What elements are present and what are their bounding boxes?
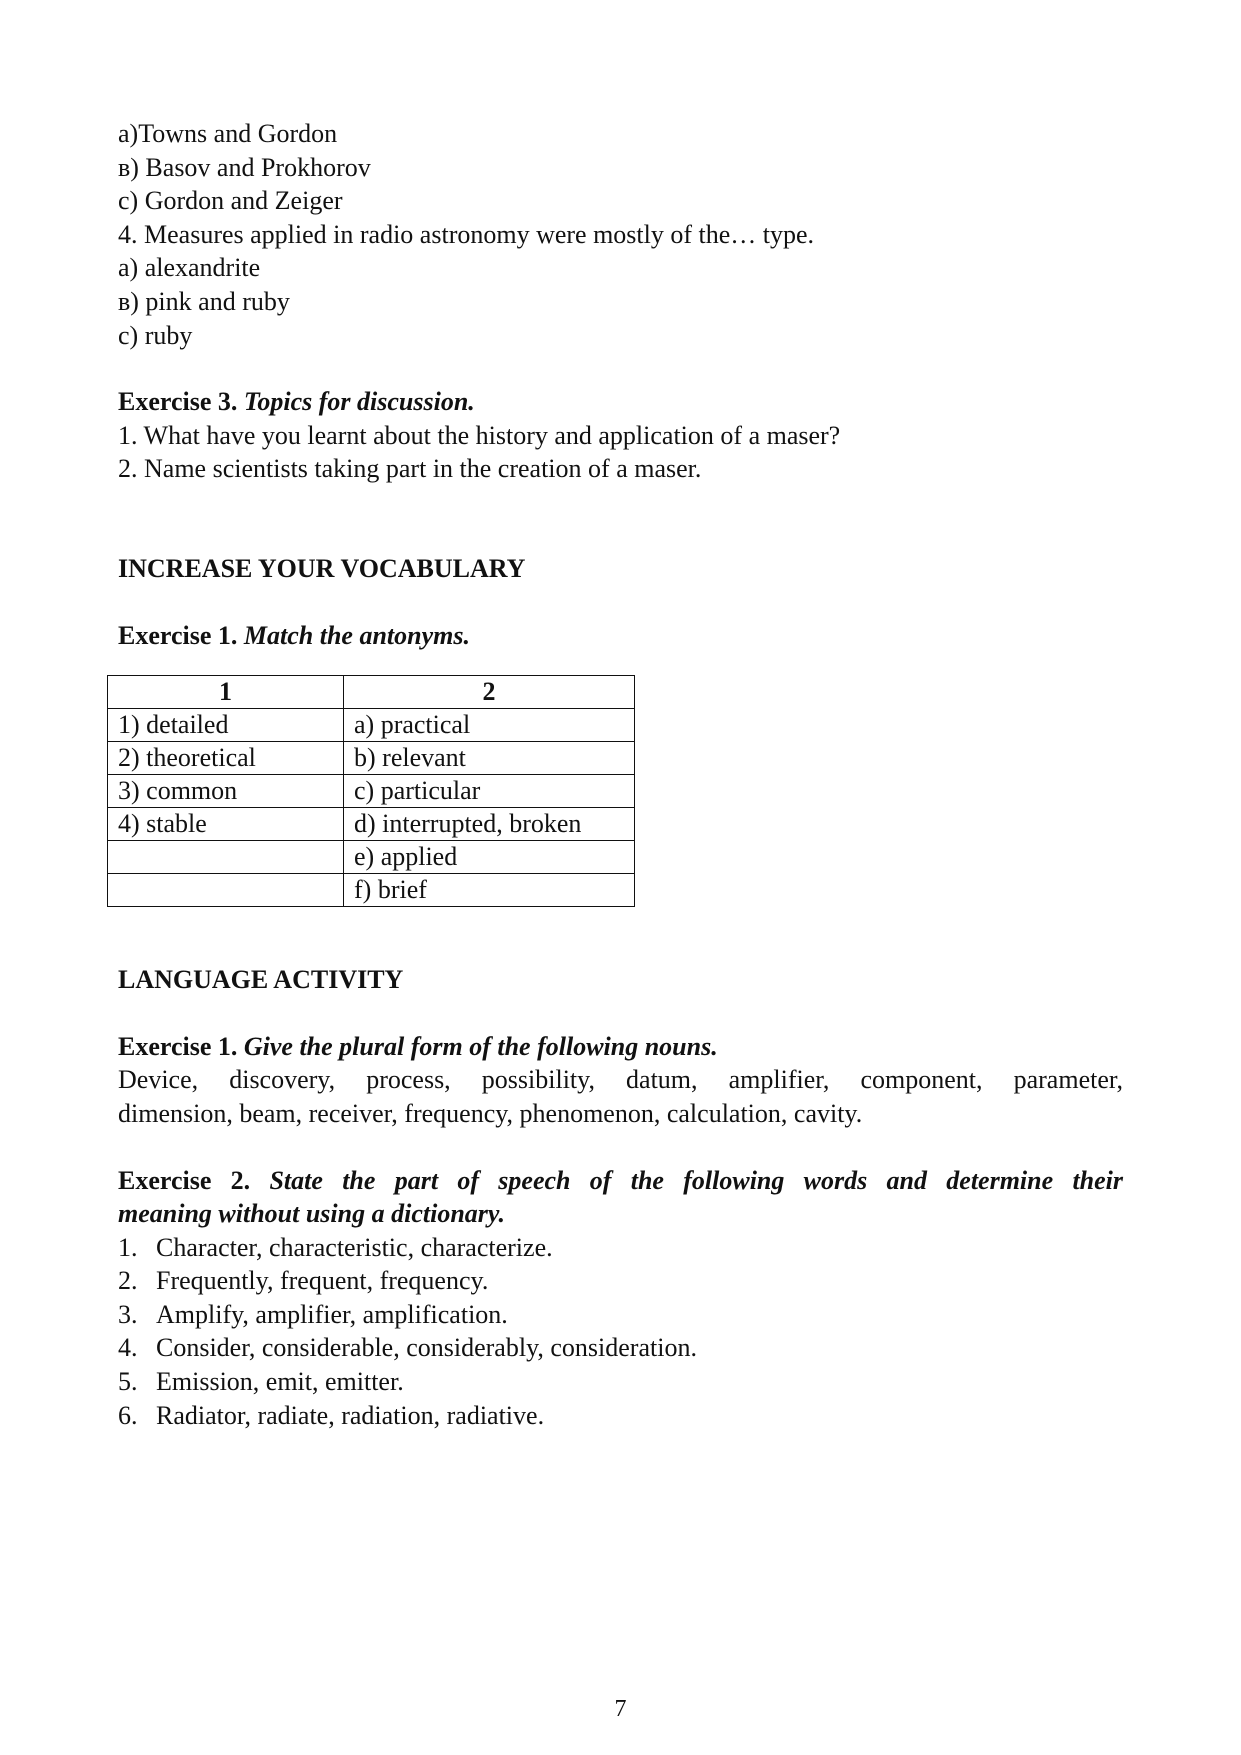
- list-number: 5.: [118, 1367, 138, 1397]
- table-row: [108, 808, 635, 841]
- exercise-label: Exercise 3.: [118, 387, 238, 417]
- table-cell: 1) detailed: [108, 709, 344, 742]
- table-row: [108, 742, 635, 775]
- noun-list-line: dimension, beam, receiver, frequency, phenomenon, calculation, cavity.: [118, 1098, 863, 1128]
- table-cell: a) practical: [344, 709, 635, 742]
- exercise3-title: [118, 385, 1123, 419]
- table-cell: 2) theoretical: [108, 742, 344, 775]
- exercise-instruction: Topics for discussion.: [243, 387, 475, 417]
- exercise-instruction: State the part of speech of the following words and determine their: [269, 1165, 1124, 1195]
- language-exercise1-title: [118, 1030, 1123, 1064]
- list-item: [118, 1331, 1123, 1365]
- table-cell: e) applied: [344, 841, 635, 874]
- list-item: [118, 1399, 1123, 1433]
- discussion-item: 2. Name scientists taking part in the creation of a maser.: [118, 454, 702, 484]
- list-text: Consider, considerable, considerably, consideration.: [156, 1333, 697, 1363]
- exercise-label: Exercise 2.: [118, 1165, 251, 1195]
- list-item: [118, 1264, 1123, 1298]
- table-cell: [108, 841, 344, 874]
- table-cell: b) relevant: [344, 742, 635, 775]
- option-line: в) pink and ruby: [118, 286, 290, 316]
- table-cell: f) brief: [344, 874, 635, 907]
- exercise-instruction: Match the antonyms.: [243, 620, 470, 650]
- list-text: Character, characteristic, characterize.: [156, 1232, 553, 1262]
- option-line: в) Basov and Prokhorov: [118, 152, 371, 182]
- antonyms-table: [107, 675, 635, 907]
- word-family-list: [118, 1231, 1123, 1433]
- option-line: c) ruby: [118, 320, 193, 350]
- exercise-instruction: meaning without using a dictionary.: [118, 1199, 505, 1229]
- section-heading-vocabulary: INCREASE YOUR VOCABULARY: [118, 553, 526, 583]
- option-line: a)Towns and Gordon: [118, 119, 338, 148]
- list-number: 4.: [118, 1333, 138, 1363]
- exercise-label: Exercise 1.: [118, 620, 238, 650]
- exercise-instruction: Give the plural form of the following nouns.: [243, 1031, 718, 1061]
- list-text: Radiator, radiate, radiation, radiative.: [156, 1400, 545, 1430]
- list-text: Amplify, amplifier, amplification.: [156, 1299, 508, 1329]
- table-header-row: [108, 676, 635, 709]
- option-line: c) Gordon and Zeiger: [118, 186, 343, 216]
- language-exercise2-title-cont: [118, 1197, 1123, 1231]
- table-cell: c) particular: [344, 775, 635, 808]
- list-number: 6.: [118, 1400, 138, 1430]
- table-row: [108, 709, 635, 742]
- section-heading-language: LANGUAGE ACTIVITY: [118, 965, 404, 995]
- table-row: [108, 775, 635, 808]
- table-row: [108, 874, 635, 907]
- list-number: 3.: [118, 1299, 138, 1329]
- list-number: 1.: [118, 1232, 138, 1262]
- language-exercise2-title: [118, 1164, 1123, 1198]
- table-cell: 4) stable: [108, 808, 344, 841]
- list-text: Emission, emit, emitter.: [156, 1367, 404, 1397]
- table-cell: [108, 874, 344, 907]
- exercise-label: Exercise 1.: [118, 1031, 238, 1061]
- table-cell: d) interrupted, broken: [344, 808, 635, 841]
- list-item: [118, 1231, 1123, 1265]
- table-header-cell: 1: [108, 676, 344, 709]
- list-text: Frequently, frequent, frequency.: [156, 1266, 489, 1296]
- table-cell: 3) common: [108, 775, 344, 808]
- option-line: a) alexandrite: [118, 253, 261, 283]
- list-number: 2.: [118, 1266, 138, 1296]
- page-number: 7: [614, 1696, 627, 1722]
- list-item: [118, 1365, 1123, 1399]
- table-row: [108, 841, 635, 874]
- discussion-item: 1. What have you learnt about the history and application of a maser?: [118, 420, 841, 450]
- noun-list-line: Device, discovery, process, possibility, datum, amplifier, component, parameter,: [118, 1065, 1123, 1095]
- list-item: [118, 1298, 1123, 1332]
- vocab-exercise1-title: [118, 619, 1123, 653]
- table-header-cell: 2: [344, 676, 635, 709]
- question-line: 4. Measures applied in radio astronomy were mostly of the… type.: [118, 219, 815, 249]
- page-content: [118, 117, 1123, 1432]
